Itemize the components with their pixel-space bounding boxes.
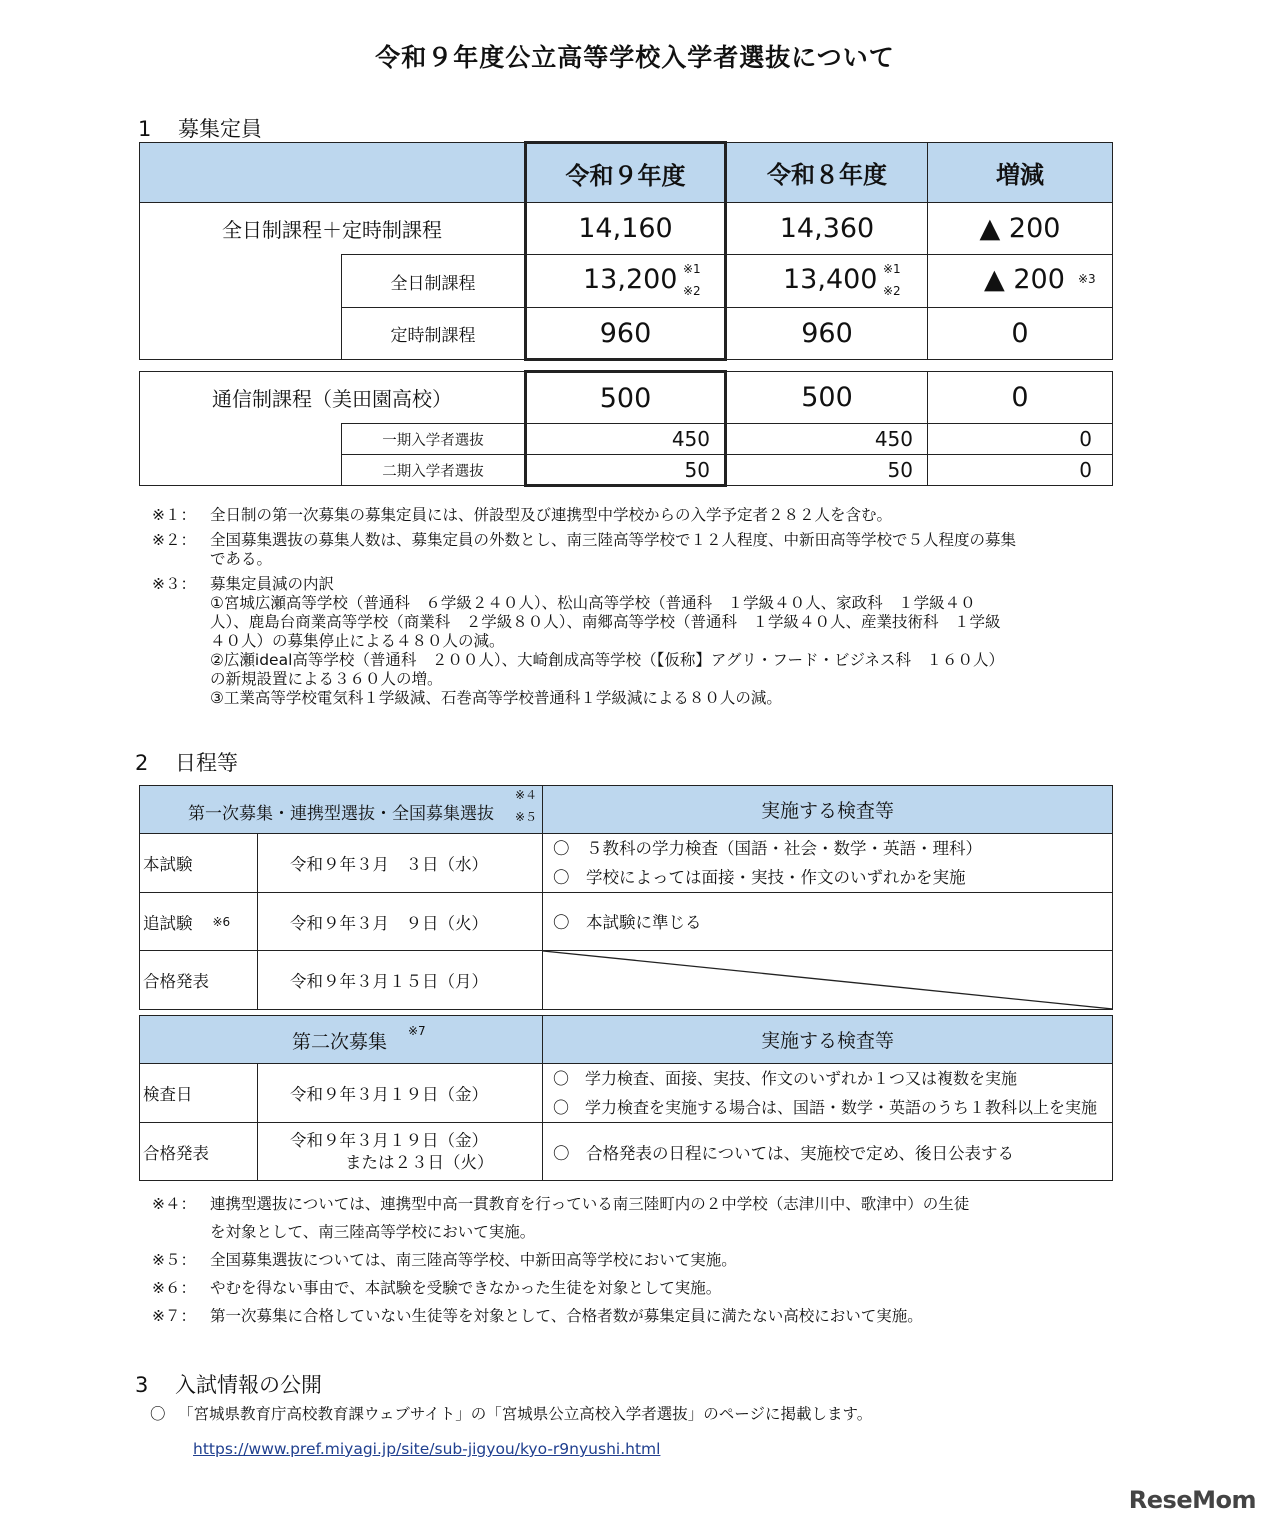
first-row-3-empty	[543, 951, 1113, 1010]
correspondence-table	[139, 370, 1113, 487]
first-row-2-items	[543, 893, 1113, 951]
note-2-mark: ※２：	[152, 531, 196, 549]
second-row-2-dates	[258, 1123, 543, 1181]
section3-url-wrap	[193, 1439, 660, 1458]
row-fulltime-r8-cell	[726, 255, 928, 308]
note-mark-2b: ※2	[883, 284, 901, 298]
note-2-line: である。	[210, 550, 273, 568]
first-row-2-label-cell	[140, 893, 258, 951]
note-2	[152, 531, 1142, 569]
section3-line	[150, 1405, 872, 1424]
section2-number: 2	[135, 751, 149, 775]
section2-heading	[135, 747, 238, 777]
row-total-label: 全日制課程＋定時制課程	[140, 203, 526, 255]
row-fulltime-indent	[140, 255, 342, 308]
note-mark-1: ※1	[683, 262, 701, 276]
row-corr1-diff: 0	[928, 424, 1113, 455]
first-row-3-date: 令和９年３月１５日（月）	[258, 951, 543, 1010]
second-row-2-item: 〇 合格発表の日程については、実施校で定め、後日公表する	[553, 1143, 1015, 1163]
second-header-right: 実施する検査等	[543, 1016, 1113, 1064]
section1-number: 1	[138, 117, 152, 141]
note-4-line: を対象として、南三陸高等学校において実施。	[210, 1223, 536, 1241]
row-parttime-r9: 960	[526, 308, 726, 360]
row-corr2-r8: 50	[726, 455, 928, 486]
section1-heading	[138, 113, 262, 143]
first-header-right: 実施する検査等	[543, 786, 1113, 834]
row-corr-r8: 500	[726, 372, 928, 424]
note-5	[152, 1246, 1142, 1274]
second-row-2-label: 合格発表	[140, 1123, 258, 1181]
note-6	[152, 1274, 1142, 1302]
first-header-cell	[140, 786, 543, 834]
note-mark-3: ※3	[1078, 272, 1096, 286]
row-total-r8: 14,360	[726, 203, 928, 255]
header-r9: 令和９年度	[526, 143, 726, 203]
second-header-cell	[140, 1016, 543, 1064]
row-parttime-diff: 0	[928, 308, 1113, 360]
note-4-mark: ※４：	[152, 1195, 196, 1213]
row-corr1-label: 一期入学者選抜	[342, 424, 526, 455]
row-parttime-label: 定時制課程	[342, 308, 526, 360]
note-3-line: 人）、鹿島台商業高等学校（商業科 ２学級８０人）、南郷高等学校（普通科 １学級４０人、産業技術科 １学級	[210, 613, 1001, 631]
row-corr2-label: 二期入学者選抜	[342, 455, 526, 486]
row-fulltime-r9-cell	[526, 255, 726, 308]
row-total-diff: ▲ 200	[928, 203, 1113, 255]
note-3-line: ②広瀬ideal高等学校（普通科 ２００人）、大崎創成高等学校（【仮称】アグリ・フード・ビジネス科 １６０人）	[210, 651, 1004, 669]
note-1-line: 全日制の第一次募集の募集定員には、併設型及び連携型中学校からの入学予定者２８２人を含む。	[210, 506, 893, 524]
circle-bullet-icon: 〇	[150, 1405, 166, 1423]
note-7-mark: ※７：	[152, 1307, 196, 1325]
note-4-line: 連携型選抜については、連携型中高一貫教育を行っている南三陸町内の２中学校（志津川中、歌津中）の生徒	[210, 1195, 970, 1213]
second-row-1-items	[543, 1064, 1113, 1123]
note-3	[152, 575, 1142, 708]
row-corr2-r9: 50	[526, 455, 726, 486]
first-row-1-item: 〇 学校によっては面接・実技・作文のいずれかを実施	[553, 868, 966, 887]
row-corr-label: 通信制課程（美田園高校）	[140, 372, 526, 424]
note-3-line: の新規設置による３６０人の増。	[210, 670, 443, 688]
section1-title: 募集定員	[178, 117, 262, 141]
row-total-r9: 14,160	[526, 203, 726, 255]
note-3-line: 募集定員減の内訳	[210, 575, 335, 593]
note-7-line: 第一次募集に合格していない生徒等を対象として、合格者数が募集定員に満たない高校において実施。	[210, 1307, 923, 1325]
row-corr1-r8: 450	[726, 424, 928, 455]
row-fulltime-diff-cell	[928, 255, 1113, 308]
section3-number: 3	[135, 1373, 149, 1397]
section3-title: 入試情報の公開	[175, 1373, 322, 1397]
first-row-3-label: 合格発表	[140, 951, 258, 1010]
second-row-1-label: 検査日	[140, 1064, 258, 1123]
second-row-1-date: 令和９年３月１９日（金）	[258, 1064, 543, 1123]
note-mark-1b: ※1	[883, 262, 901, 276]
note-mark-4: ※４	[515, 788, 538, 802]
second-recruitment-table	[139, 1015, 1113, 1181]
row-parttime-indent	[140, 308, 342, 360]
note-5-mark: ※５：	[152, 1251, 196, 1269]
note-3-line: ①宮城広瀬高等学校（普通科 ６学級２４０人）、松山高等学校（普通科 １学級４０人、家政科 １学級４０	[210, 594, 976, 612]
row-fulltime-r8: 13,400	[783, 264, 878, 295]
first-row-1-items	[543, 834, 1113, 893]
note-5-line: 全国募集選抜については、南三陸高等学校、中新田高等学校において実施。	[210, 1251, 737, 1269]
second-row-2-date1: 令和９年３月１９日（金）	[290, 1130, 488, 1150]
row-parttime-r8: 960	[726, 308, 928, 360]
row-corr1-indent	[140, 424, 342, 455]
row-corr2-diff: 0	[928, 455, 1113, 486]
first-row-2-item: 〇 本試験に準じる	[553, 913, 702, 932]
header-r8: 令和８年度	[726, 143, 928, 203]
note-6-line: やむを得ない事由で、本試験を受験できなかった生徒を対象として実施。	[210, 1279, 722, 1297]
section2-title: 日程等	[175, 751, 238, 775]
row-corr1-r9: 450	[526, 424, 726, 455]
row-corr-diff: 0	[928, 372, 1113, 424]
row-corr-r9: 500	[526, 372, 726, 424]
header-diff: 増減	[928, 143, 1113, 203]
row-fulltime-label: 全日制課程	[342, 255, 526, 308]
first-recruitment-table	[139, 785, 1113, 1010]
second-row-1-item: 〇 学力検査を実施する場合は、国語・数学・英語のうち１教科以上を実施	[553, 1098, 1098, 1117]
note-mark-6: ※6	[212, 914, 231, 929]
header-blank	[140, 143, 526, 203]
first-row-1-date: 令和９年３月 ３日（水）	[258, 834, 543, 893]
note-6-mark: ※６：	[152, 1279, 196, 1297]
note-mark-7: ※7	[408, 1024, 426, 1038]
first-row-2-label: 追試験	[143, 913, 193, 933]
note-7	[152, 1302, 1142, 1330]
first-row-2-date: 令和９年３月 ９日（火）	[258, 893, 543, 951]
section1-notes	[152, 506, 1142, 708]
first-row-1-label: 本試験	[140, 834, 258, 893]
capacity-table	[139, 141, 1113, 361]
row-corr2-indent	[140, 455, 342, 486]
note-3-line: ③工業高等学校電気科１学級減、石巻高等学校普通科１学級減による８０人の減。	[210, 689, 782, 707]
note-1	[152, 506, 1142, 525]
second-header: 第二次募集	[292, 1031, 388, 1053]
row-fulltime-r9: 13,200	[583, 264, 678, 295]
first-header: 第一次募集・連携型選抜・全国募集選抜	[188, 804, 494, 824]
note-mark-2: ※2	[683, 284, 701, 298]
diagonal-slash	[543, 951, 1113, 1009]
second-row-2-items	[543, 1123, 1113, 1181]
note-mark-5: ※５	[515, 810, 538, 824]
row-fulltime-diff: ▲ 200	[984, 264, 1065, 295]
section3-text: 「宮城県教育庁高校教育課ウェブサイト」の「宮城県公立高校入学者選抜」のページに掲載します。	[178, 1405, 873, 1423]
miyagi-url-link[interactable]: https://www.pref.miyagi.jp/site/sub-jigyou/kyo-r9nyushi.html	[193, 1440, 661, 1458]
first-row-1-item: 〇 ５教科の学力検査（国語・社会・数学・英語・理科）	[553, 839, 982, 858]
resemom-logo: ReseMom	[1128, 1486, 1256, 1514]
note-1-mark: ※１：	[152, 506, 196, 524]
second-row-1-item: 〇 学力検査、面接、実技、作文のいずれか１つ又は複数を実施	[553, 1069, 1018, 1088]
note-2-line: 全国募集選抜の募集人数は、募集定員の外数とし、南三陸高等学校で１２人程度、中新田高等学校で５人程度の募集	[210, 531, 1017, 549]
section3-heading	[135, 1369, 322, 1399]
second-row-2-date2: または２３日（火）	[345, 1152, 494, 1172]
section2-notes	[152, 1190, 1142, 1330]
note-4	[152, 1190, 1142, 1246]
page-title: 令和９年度公立高等学校入学者選抜について	[375, 43, 895, 72]
note-3-line: ４０人）の募集停止による４８０人の減。	[210, 632, 505, 650]
note-3-mark: ※３：	[152, 575, 196, 593]
